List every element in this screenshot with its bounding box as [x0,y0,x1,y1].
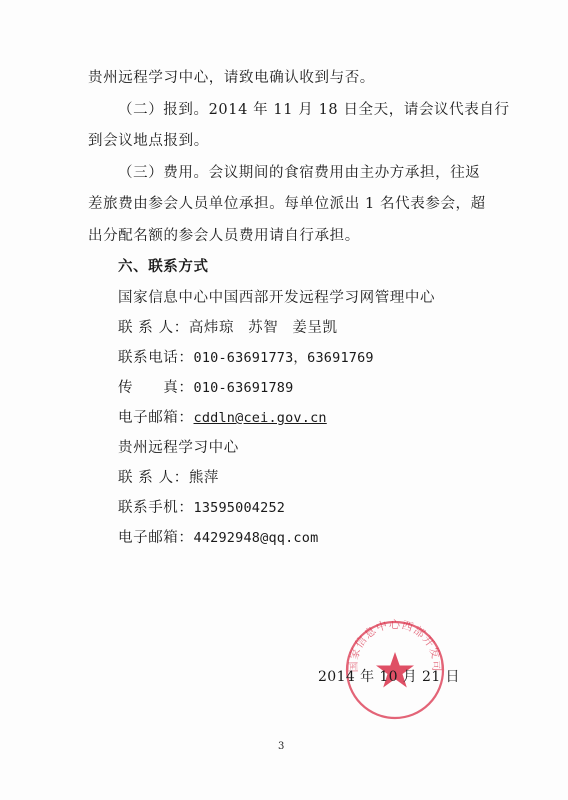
org-2-contact-row [118,466,219,487]
item-3-text-a: 会议期间的食宿费用由主办方承担，往返 [208,165,481,181]
org-2-name: 贵州远程学习中心 [118,440,239,456]
paragraph-item-3-line-1 [118,161,480,182]
paragraph-line-1: 贵州远程学习中心，请致电确认收到与否。 [88,70,375,86]
org-1-contact-label: 联 系 人： [118,320,189,336]
seal-text: 国家信息中心西部开发司 [346,618,444,673]
org-2-mobile-row [118,496,285,517]
paragraph-item-2-line-2: 到会议地点报到。 [88,133,209,149]
org-1-phone-label: 联系电话： [118,350,194,366]
paragraph-item-2-line-1 [118,98,510,119]
org-1-email-link[interactable]: cddln@cei.gov.cn [193,410,327,426]
org-2-email-value[interactable]: 44292948@qq.com [193,530,319,546]
org-2-contact-person: 熊萍 [188,470,220,486]
item-2-text-a: 2014 年 11 月 18 日全天，请会议代表自行 [208,102,510,118]
org-1-email-label: 电子邮箱： [118,410,194,426]
org-1-fax-value: 010-63691789 [193,380,294,396]
org-2-email-row [118,526,318,547]
org-1-contact-person-2: 苏智 [248,320,279,336]
item-2-label: （二）报到。 [118,102,209,118]
org-2-email-label: 电子邮箱： [118,530,194,546]
org-1-email-row [118,406,327,427]
org-1-contact-row [118,316,338,337]
org-2-mobile-label: 联系手机： [118,500,194,516]
org-2-contact-label: 联 系 人： [118,470,189,486]
org-1-phone-value: 010-63691773，63691769 [193,350,374,366]
document-date: 2014 年 10 月 21 日 [318,669,460,685]
page-number: 3 [278,741,285,752]
org-1-phone-row [118,346,374,367]
paragraph-item-3-line-3: 出分配名额的参会人员费用请自行承担。 [88,228,360,244]
org-1-contact-person-3: 姜呈凯 [292,320,338,336]
org-1-name: 国家信息中心中国西部开发远程学习网管理中心 [118,290,436,306]
org-1-fax-label: 传 真： [118,380,194,396]
paragraph-item-3-line-2: 差旅费由参会人员单位承担。每单位派出 1 名代表参会，超 [88,196,486,212]
section-heading-contact: 六、联系方式 [118,258,209,275]
org-1-fax-row [118,376,293,397]
item-3-label: （三）费用。 [118,165,209,181]
org-1-contact-person-1: 高炜琼 [188,320,235,336]
org-2-mobile-value: 13595004252 [193,500,286,516]
